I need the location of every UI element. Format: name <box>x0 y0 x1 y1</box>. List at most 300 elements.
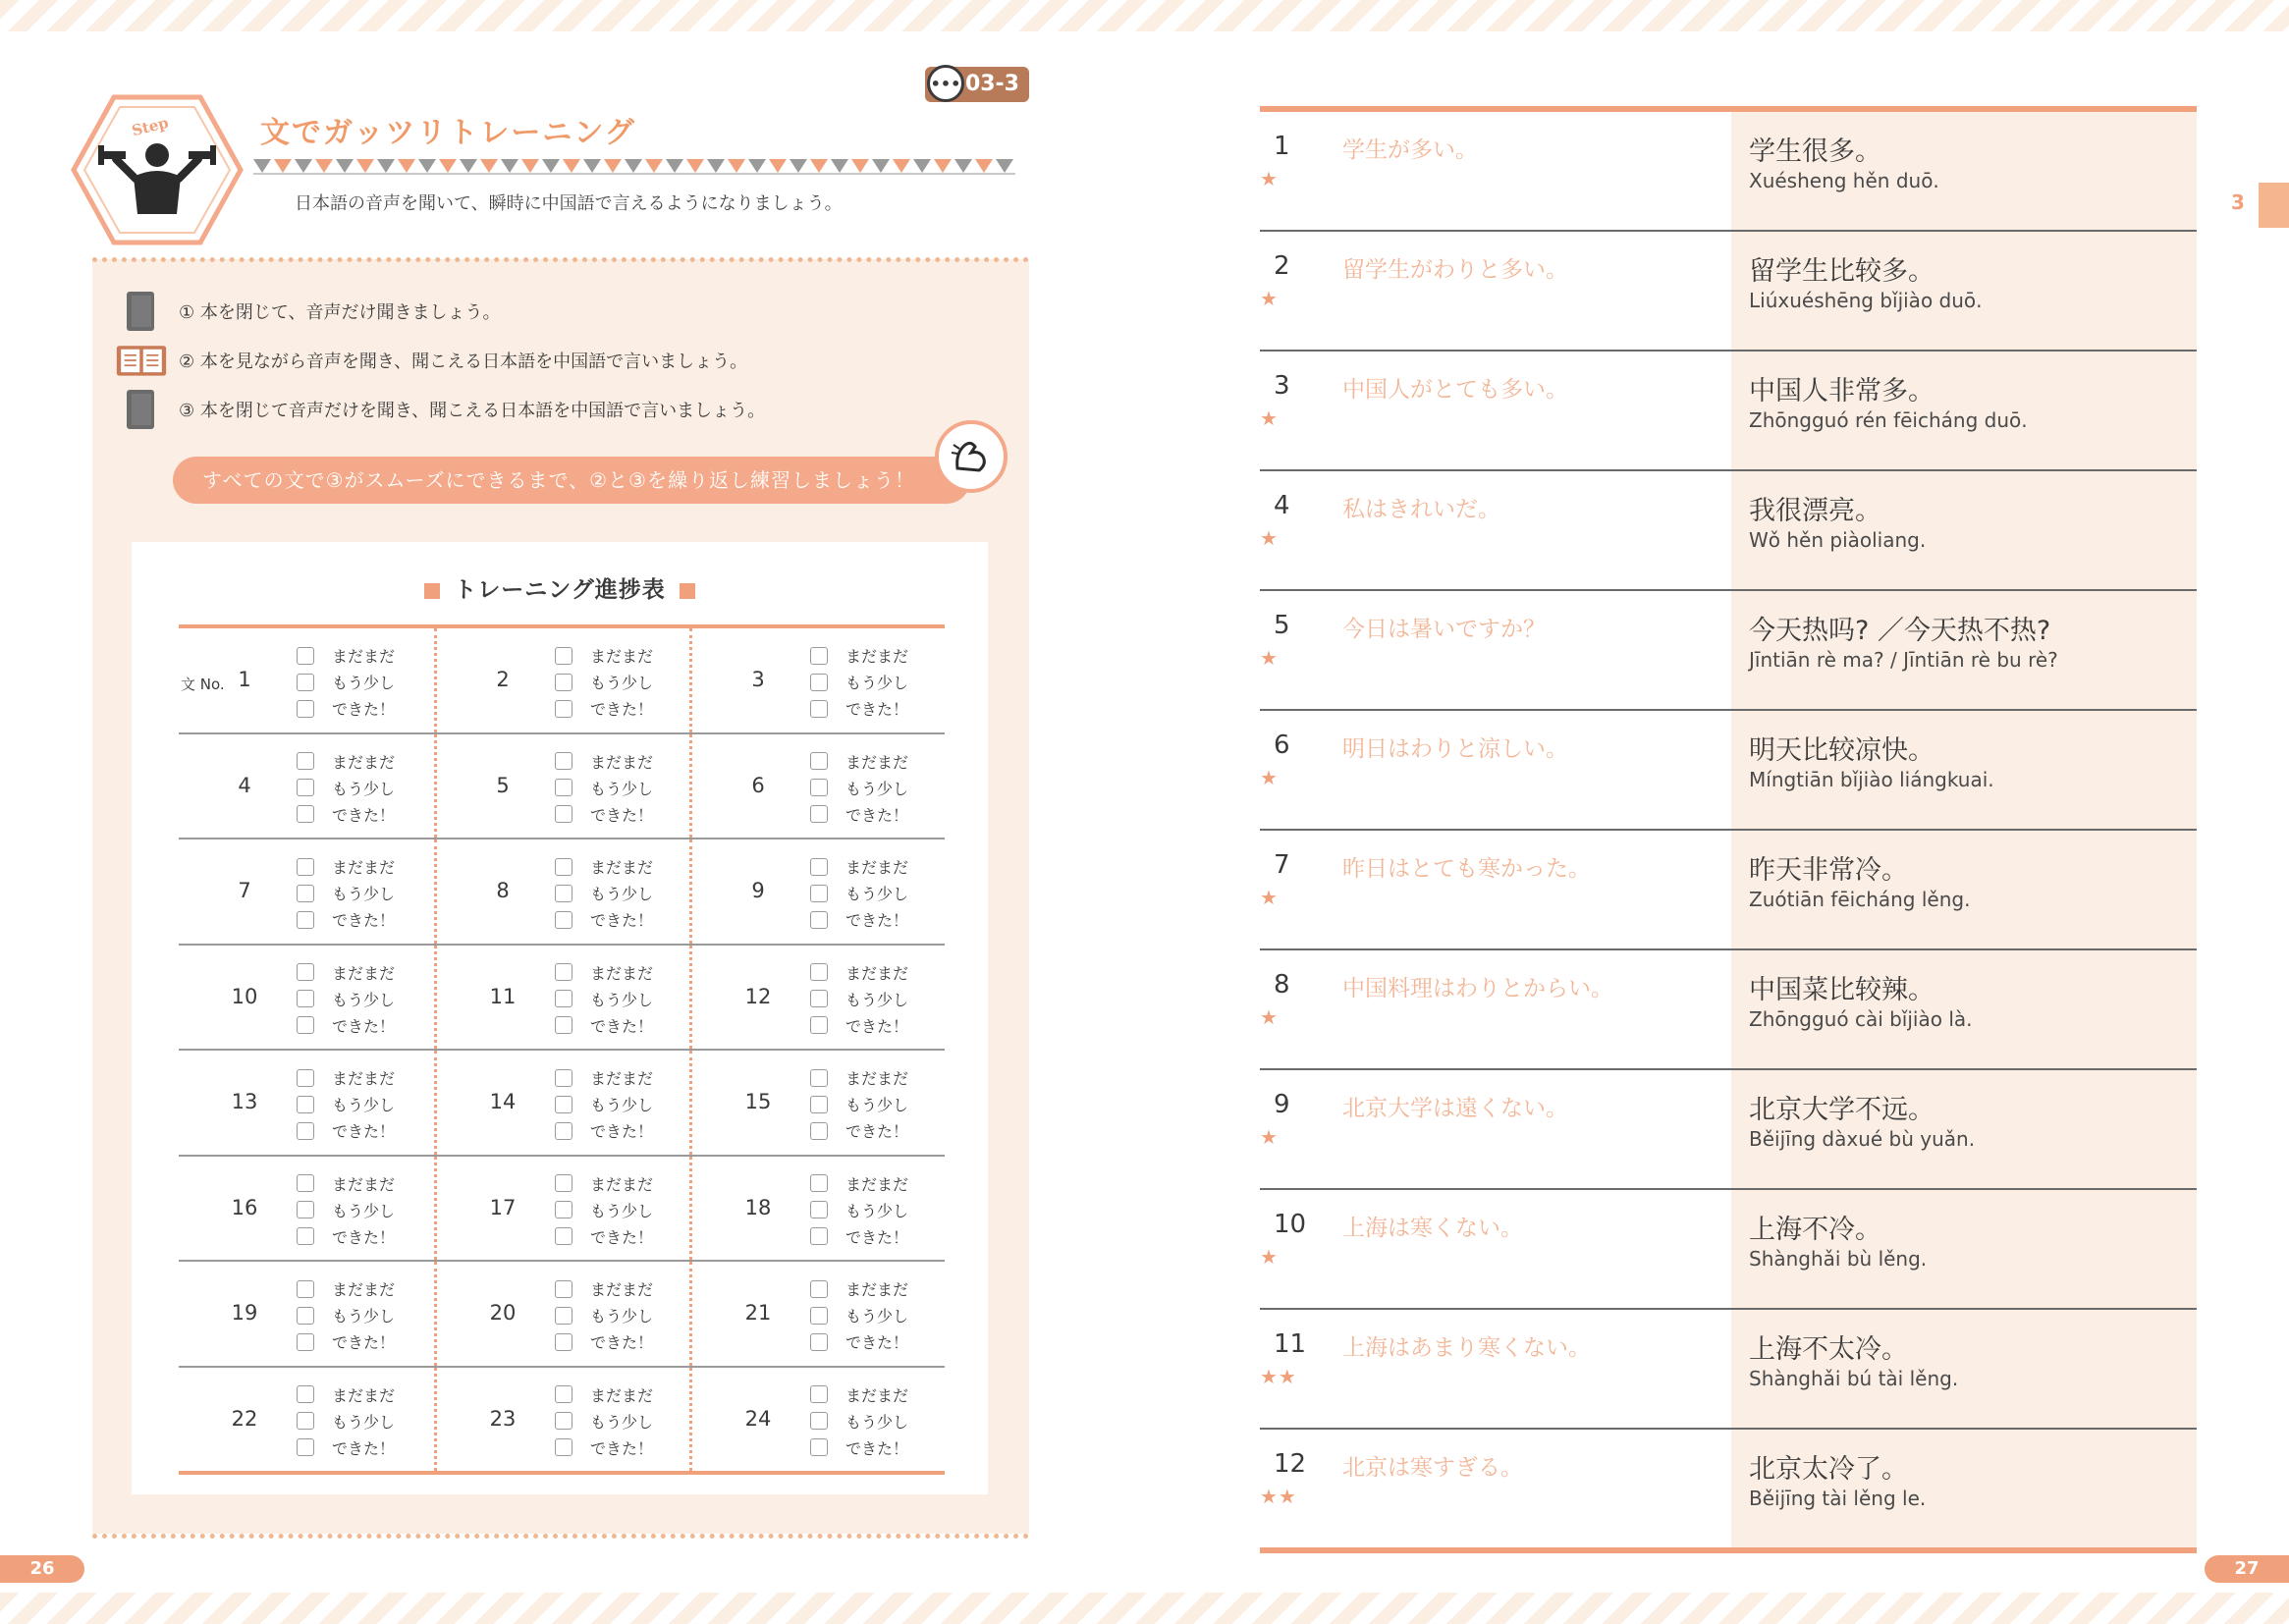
chinese-sentence: 上海不太冷。 <box>1749 1334 1908 1365</box>
checkbox[interactable] <box>810 647 828 665</box>
checkbox[interactable] <box>810 1412 828 1430</box>
top-stripe-band <box>0 0 2289 31</box>
checkbox-label: もう少し <box>332 990 396 1009</box>
progress-option <box>555 1170 653 1197</box>
progress-option <box>810 1012 908 1039</box>
checkbox[interactable] <box>297 1333 314 1351</box>
sentence-number: 11 <box>1274 1329 1307 1359</box>
chinese-sentence: 我很漂亮。 <box>1749 496 1881 526</box>
progress-option <box>297 801 395 828</box>
pinyin: Běijīng tài lěng le. <box>1749 1487 1927 1510</box>
checkbox[interactable] <box>810 1385 828 1403</box>
practice-tip-banner: すべての文で③がスムーズにできるまで、②と③を繰り返し練習しましょう！ <box>173 457 970 504</box>
checkbox-label: もう少し <box>590 1096 654 1114</box>
checkbox[interactable] <box>555 990 572 1007</box>
panel-top-divider <box>92 257 1029 262</box>
progress-option <box>810 642 908 669</box>
progress-checkboxes <box>555 1170 653 1250</box>
checkbox[interactable] <box>297 911 314 929</box>
checkbox[interactable] <box>555 1069 572 1087</box>
checkbox-label: できた！ <box>332 1016 396 1036</box>
checkbox-label: できた！ <box>845 911 909 930</box>
sentence-number: 11 <box>489 984 517 1008</box>
bottom-stripe-band <box>0 1593 2289 1624</box>
checkbox-label: もう少し <box>332 1307 396 1326</box>
checkbox[interactable] <box>297 1280 314 1298</box>
checkbox-label: できた！ <box>845 1333 909 1352</box>
progress-option <box>810 853 908 880</box>
progress-checkboxes <box>555 748 653 828</box>
checkbox-label: まだまだ <box>845 1280 909 1299</box>
progress-title <box>132 571 988 604</box>
checkbox[interactable] <box>555 1201 572 1218</box>
open-book-icon <box>116 338 167 383</box>
checkbox[interactable] <box>555 1307 572 1325</box>
checkbox[interactable] <box>297 885 314 902</box>
progress-cell <box>179 946 434 1050</box>
pinyin: Zhōngguó rén fēicháng duō. <box>1749 408 2028 432</box>
japanese-sentence: 上海はあまり寒くない。 <box>1342 1335 1591 1361</box>
progress-row <box>179 1262 945 1368</box>
checkbox[interactable] <box>297 700 314 718</box>
checkbox[interactable] <box>297 1385 314 1403</box>
sentence-row <box>1260 950 2197 1070</box>
checkbox-label: もう少し <box>845 1307 909 1326</box>
checkbox[interactable] <box>297 1122 314 1140</box>
checkbox-label: できた！ <box>590 700 654 719</box>
sentence-row <box>1260 831 2197 950</box>
checkbox[interactable] <box>297 1069 314 1087</box>
checkbox[interactable] <box>555 1412 572 1430</box>
checkbox[interactable] <box>555 1096 572 1113</box>
chinese-sentence: 上海不冷。 <box>1749 1215 1881 1245</box>
progress-option <box>297 880 395 906</box>
closed-book-icon <box>116 289 167 334</box>
checkbox-label: もう少し <box>590 990 654 1009</box>
checkbox-label: まだまだ <box>590 858 654 877</box>
checkbox-label: もう少し <box>332 885 396 903</box>
pinyin: Jīntiān rè ma? / Jīntiān rè bu rè? <box>1749 648 2058 672</box>
closed-book-icon <box>116 387 167 432</box>
checkbox[interactable] <box>297 1227 314 1245</box>
checkbox-label: まだまだ <box>590 1385 654 1405</box>
progress-cell <box>434 734 689 839</box>
checkbox[interactable] <box>297 647 314 665</box>
progress-option <box>810 986 908 1012</box>
progress-checkboxes <box>810 642 908 722</box>
checkbox-label: まだまだ <box>845 647 909 666</box>
step-hexagon-icon <box>71 94 244 245</box>
checkbox[interactable] <box>810 1174 828 1192</box>
difficulty-stars: ★ <box>1260 1245 1279 1269</box>
progress-cell <box>689 628 945 732</box>
progress-option <box>810 1275 908 1302</box>
checkbox[interactable] <box>555 858 572 876</box>
checkbox[interactable] <box>810 1438 828 1456</box>
progress-option <box>297 1091 395 1117</box>
chinese-sentence: 明天比较凉快。 <box>1749 735 1935 766</box>
checkbox[interactable] <box>297 963 314 981</box>
sentence-number: 10 <box>1274 1210 1307 1239</box>
progress-option <box>297 853 395 880</box>
sentence-number: 17 <box>489 1195 517 1219</box>
progress-row <box>179 946 945 1052</box>
difficulty-stars: ★ <box>1260 167 1279 190</box>
progress-option <box>297 986 395 1012</box>
checkbox[interactable] <box>297 779 314 796</box>
progress-option <box>297 1302 395 1328</box>
checkbox-label: できた！ <box>590 911 654 930</box>
progress-cell <box>179 839 434 944</box>
checkbox[interactable] <box>810 674 828 691</box>
checkbox-label: もう少し <box>590 1307 654 1326</box>
progress-chart-card <box>132 542 988 1494</box>
checkbox[interactable] <box>810 885 828 902</box>
chinese-sentence: 北京太冷了。 <box>1749 1454 1908 1485</box>
progress-cell <box>689 1051 945 1155</box>
progress-option <box>555 1064 653 1091</box>
progress-option <box>555 1435 653 1461</box>
checkbox[interactable] <box>297 1438 314 1456</box>
japanese-sentence: 北京大学は遠くない。 <box>1342 1096 1568 1121</box>
chinese-sentence: 学生很多。 <box>1749 136 1881 167</box>
progress-checkboxes <box>555 1275 653 1355</box>
progress-option <box>810 1117 908 1144</box>
checkbox-label: できた！ <box>332 1227 396 1247</box>
checkbox[interactable] <box>297 1016 314 1034</box>
progress-cell <box>434 1051 689 1155</box>
progress-row <box>179 734 945 840</box>
progress-cell <box>689 1157 945 1261</box>
progress-cell <box>434 946 689 1050</box>
progress-checkboxes <box>810 1275 908 1355</box>
checkbox-label: まだまだ <box>845 858 909 877</box>
checkbox-label: もう少し <box>845 1201 909 1220</box>
checkbox[interactable] <box>297 1174 314 1192</box>
sentence-number: 9 <box>751 879 765 902</box>
checkbox[interactable] <box>810 1122 828 1140</box>
progress-cell <box>179 1368 434 1472</box>
progress-checkboxes <box>555 1064 653 1144</box>
progress-title-text: トレーニング進捗表 <box>454 577 666 603</box>
checkbox[interactable] <box>810 1201 828 1218</box>
progress-option <box>810 880 908 906</box>
checkbox[interactable] <box>555 647 572 665</box>
progress-option <box>555 906 653 933</box>
progress-cell <box>434 1368 689 1472</box>
checkbox[interactable] <box>555 1227 572 1245</box>
progress-checkboxes <box>555 959 653 1039</box>
progress-row <box>179 1368 945 1472</box>
chinese-sentence: 中国菜比较辣。 <box>1749 975 1935 1005</box>
panel-bottom-divider <box>92 1534 1029 1539</box>
japanese-sentence: 明日はわりと涼しい。 <box>1342 736 1568 762</box>
table-bottom-rule <box>1260 1547 2197 1553</box>
progress-option <box>555 1223 653 1250</box>
speech-bubble-icon: ••• <box>927 65 964 102</box>
checkbox-label: もう少し <box>332 1096 396 1114</box>
checkbox-label: まだまだ <box>845 1385 909 1405</box>
checkbox-label: できた！ <box>332 805 396 825</box>
checkbox-label: もう少し <box>590 779 654 798</box>
chinese-sentence: 中国人非常多。 <box>1749 376 1935 406</box>
checkbox[interactable] <box>810 990 828 1007</box>
sentence-number: 4 <box>1274 491 1290 520</box>
checkbox[interactable] <box>297 858 314 876</box>
progress-cell <box>434 839 689 944</box>
progress-option <box>297 669 395 695</box>
checkbox[interactable] <box>297 752 314 770</box>
page-number-left: 26 <box>0 1555 84 1583</box>
checkbox-label: できた！ <box>590 1016 654 1036</box>
difficulty-stars: ★ <box>1260 766 1279 789</box>
sentence-row <box>1260 232 2197 352</box>
checkbox-label: もう少し <box>845 1412 909 1432</box>
checkbox-label: できた！ <box>332 700 396 719</box>
progress-row <box>179 628 945 734</box>
checkbox[interactable] <box>555 779 572 796</box>
sentence-number: 12 <box>744 984 772 1008</box>
sentence-table <box>1260 106 2197 1553</box>
sentence-row <box>1260 1430 2197 1547</box>
progress-option <box>555 775 653 801</box>
sentence-number: 19 <box>231 1301 258 1325</box>
checkbox[interactable] <box>555 885 572 902</box>
square-bullet-icon <box>680 583 695 599</box>
progress-option <box>555 880 653 906</box>
instruction-3 <box>116 387 765 432</box>
progress-checkboxes <box>810 959 908 1039</box>
sentence-row <box>1260 711 2197 831</box>
sentence-number: 5 <box>496 773 510 797</box>
checkbox[interactable] <box>810 1280 828 1298</box>
checkbox-label: できた！ <box>845 1016 909 1036</box>
section-subtitle: 日本語の音声を聞いて、瞬時に中国語で言えるようになりましょう。 <box>295 193 843 214</box>
progress-cell <box>689 946 945 1050</box>
checkbox-label: もう少し <box>332 1412 396 1432</box>
checkbox-label: まだまだ <box>845 1174 909 1194</box>
progress-option <box>297 775 395 801</box>
sentence-number: 9 <box>1274 1090 1290 1119</box>
progress-option <box>555 748 653 775</box>
progress-option <box>555 986 653 1012</box>
checkbox[interactable] <box>555 963 572 981</box>
progress-option <box>297 695 395 722</box>
progress-option <box>297 1012 395 1039</box>
checkbox-label: もう少し <box>332 779 396 798</box>
progress-option <box>810 669 908 695</box>
checkbox[interactable] <box>555 674 572 691</box>
sentence-number: 15 <box>744 1090 772 1113</box>
progress-checkboxes <box>297 853 395 933</box>
progress-option <box>555 642 653 669</box>
progress-checkboxes <box>810 1170 908 1250</box>
checkbox[interactable] <box>810 963 828 981</box>
chinese-sentence: 留学生比较多。 <box>1749 256 1935 287</box>
checkbox-label: まだまだ <box>590 1174 654 1194</box>
sentence-row <box>1260 1310 2197 1430</box>
difficulty-stars: ★★ <box>1260 1485 1297 1508</box>
checkbox[interactable] <box>555 1174 572 1192</box>
checkbox-label: もう少し <box>845 779 909 798</box>
sentence-number: 23 <box>489 1406 517 1431</box>
checkbox-label: もう少し <box>332 674 396 692</box>
progress-option <box>555 1197 653 1223</box>
chapter-tab <box>2259 183 2289 228</box>
progress-cell <box>434 1262 689 1366</box>
checkbox-label: もう少し <box>590 674 654 692</box>
checkbox[interactable] <box>810 779 828 796</box>
checkbox[interactable] <box>555 1280 572 1298</box>
checkbox[interactable] <box>297 1412 314 1430</box>
sentence-number: 6 <box>1274 731 1290 760</box>
progress-checkboxes <box>297 748 395 828</box>
sentence-row <box>1260 471 2197 591</box>
progress-option <box>297 906 395 933</box>
pinyin: Shànghǎi bù lěng. <box>1749 1247 1928 1271</box>
progress-checkboxes <box>297 1170 395 1250</box>
progress-checkboxes <box>555 642 653 722</box>
checkbox[interactable] <box>297 990 314 1007</box>
chinese-sentence: 昨天非常冷。 <box>1749 855 1908 886</box>
checkbox[interactable] <box>555 805 572 823</box>
checkbox[interactable] <box>810 911 828 929</box>
checkbox-label: できた！ <box>332 911 396 930</box>
sentence-number: 5 <box>1274 611 1290 640</box>
sentence-number: 6 <box>751 773 765 797</box>
difficulty-stars: ★ <box>1260 1005 1279 1029</box>
checkbox[interactable] <box>810 1016 828 1034</box>
progress-option <box>810 959 908 986</box>
difficulty-stars: ★★ <box>1260 1365 1297 1388</box>
progress-checkboxes <box>297 1275 395 1355</box>
checkbox[interactable] <box>555 700 572 718</box>
sentence-row <box>1260 591 2197 711</box>
progress-cell <box>689 1368 945 1472</box>
checkbox-label: まだまだ <box>845 1069 909 1088</box>
checkbox-label: まだまだ <box>590 1069 654 1088</box>
progress-row <box>179 839 945 946</box>
checkbox-label: まだまだ <box>332 1280 396 1299</box>
progress-cell <box>179 628 434 732</box>
checkbox-label: まだまだ <box>590 647 654 666</box>
sentence-number: 22 <box>231 1406 258 1431</box>
checkbox-label: もう少し <box>845 674 909 692</box>
progress-checkboxes <box>297 642 395 722</box>
progress-option <box>297 1223 395 1250</box>
progress-option <box>810 1091 908 1117</box>
progress-option <box>555 1408 653 1435</box>
sentence-number: 20 <box>489 1301 517 1325</box>
progress-option <box>297 1064 395 1091</box>
progress-option <box>810 1223 908 1250</box>
japanese-sentence: 昨日はとても寒かった。 <box>1342 856 1591 882</box>
checkbox[interactable] <box>810 1096 828 1113</box>
checkbox-label: もう少し <box>332 1201 396 1220</box>
progress-option <box>810 1302 908 1328</box>
step-label: Step <box>130 113 171 140</box>
progress-option <box>297 1197 395 1223</box>
checkbox-label: まだまだ <box>332 1069 396 1088</box>
checkbox[interactable] <box>555 1333 572 1351</box>
japanese-sentence: 上海は寒くない。 <box>1342 1216 1523 1241</box>
sentence-number: 18 <box>744 1195 772 1219</box>
checkbox[interactable] <box>810 752 828 770</box>
sentence-number: 14 <box>489 1090 517 1113</box>
instruction-text: ① 本を閉じて、音声だけ聞きましょう。 <box>179 302 501 323</box>
checkbox[interactable] <box>297 1201 314 1218</box>
checkbox-label: できた！ <box>590 1333 654 1352</box>
pinyin: Zuótiān fēicháng lěng. <box>1749 888 1971 911</box>
progress-option <box>810 906 908 933</box>
progress-option <box>810 1381 908 1408</box>
checkbox[interactable] <box>555 911 572 929</box>
checkbox[interactable] <box>810 1333 828 1351</box>
checkbox-label: まだまだ <box>590 1280 654 1299</box>
checkbox[interactable] <box>810 700 828 718</box>
progress-checkboxes <box>810 1381 908 1461</box>
pinyin: Běijīng dàxué bù yuǎn. <box>1749 1127 1976 1151</box>
progress-cell <box>434 1157 689 1261</box>
checkbox-label: もう少し <box>590 1412 654 1432</box>
checkbox-label: できた！ <box>845 1122 909 1141</box>
sentence-row <box>1260 352 2197 471</box>
checkbox-label: まだまだ <box>332 963 396 983</box>
checkbox[interactable] <box>810 1227 828 1245</box>
sentence-number: 1 <box>238 668 251 691</box>
progress-checkboxes <box>297 1381 395 1461</box>
checkbox[interactable] <box>297 674 314 691</box>
checkbox[interactable] <box>555 1016 572 1034</box>
progress-option <box>810 695 908 722</box>
progress-option <box>555 1012 653 1039</box>
checkbox-label: もう少し <box>845 885 909 903</box>
progress-option <box>297 642 395 669</box>
checkbox[interactable] <box>555 1438 572 1456</box>
progress-option <box>297 1381 395 1408</box>
progress-checkboxes <box>810 853 908 933</box>
checkbox[interactable] <box>555 1122 572 1140</box>
checkbox[interactable] <box>810 1307 828 1325</box>
progress-cell <box>179 734 434 839</box>
progress-option <box>555 1091 653 1117</box>
pinyin: Zhōngguó cài bǐjiào là. <box>1749 1007 1973 1031</box>
checkbox[interactable] <box>297 1307 314 1325</box>
progress-checkboxes <box>555 1381 653 1461</box>
sentence-number: 3 <box>1274 371 1290 401</box>
checkbox-label: できた！ <box>845 700 909 719</box>
checkbox[interactable] <box>555 1385 572 1403</box>
checkbox[interactable] <box>810 805 828 823</box>
checkbox-label: できた！ <box>590 1227 654 1247</box>
triangle-decoration <box>253 157 1015 177</box>
checkbox[interactable] <box>810 858 828 876</box>
checkbox[interactable] <box>810 1069 828 1087</box>
checkbox-label: できた！ <box>845 1227 909 1247</box>
checkbox[interactable] <box>297 1096 314 1113</box>
progress-checkboxes <box>810 748 908 828</box>
progress-cell <box>689 734 945 839</box>
checkbox-label: まだまだ <box>845 752 909 772</box>
instruction-2 <box>116 338 747 383</box>
progress-option <box>297 1275 395 1302</box>
japanese-sentence: 北京は寒すぎる。 <box>1342 1455 1523 1481</box>
sentence-number: 24 <box>744 1406 772 1431</box>
checkbox[interactable] <box>297 805 314 823</box>
checkbox[interactable] <box>555 752 572 770</box>
japanese-sentence: 学生が多い。 <box>1342 137 1478 163</box>
sentence-row <box>1260 1190 2197 1310</box>
